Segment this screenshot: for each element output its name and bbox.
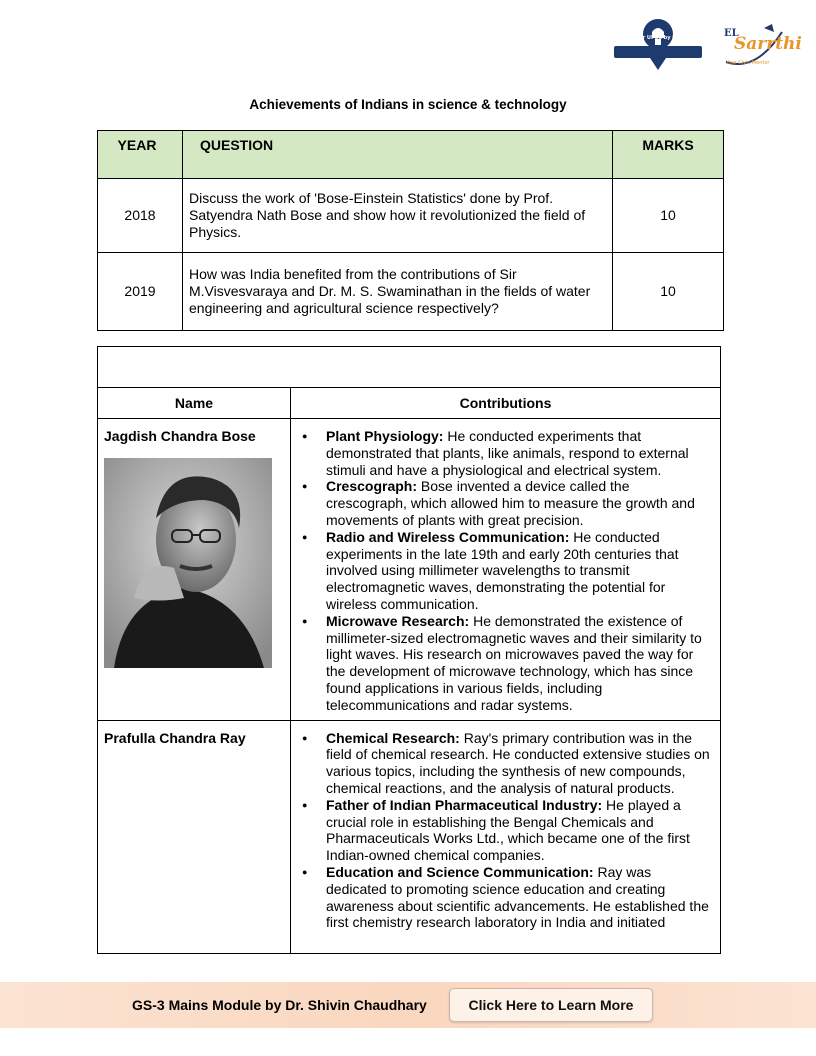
name-header: Name bbox=[98, 388, 291, 419]
marks-header bbox=[613, 131, 724, 179]
item-text: He played a crucial role in establishing the Bengal Chemicals and Pharmaceuticals Works Ltd., which became one of the first Indian-owned chemical companies. bbox=[326, 796, 690, 864]
list-item bbox=[326, 797, 712, 864]
clarity-upsc-logo bbox=[612, 14, 704, 72]
list-item bbox=[326, 730, 712, 797]
question-header-label: QUESTION bbox=[200, 137, 274, 153]
item-text: He conducted experiments in the late 19th and early 20th centuries that involved using millimeter wavelengths to transmit electromagnetic waves, demonstrating the potential for wireless communication. bbox=[326, 528, 679, 612]
contributions-cell bbox=[291, 419, 721, 721]
table-row bbox=[98, 179, 724, 253]
item-title: Microwave Research: bbox=[326, 612, 470, 629]
item-title: Father of Indian Pharmaceutical Industry: bbox=[326, 796, 603, 813]
logo-caption: Clarity for UPSC by Dr. Shivin bbox=[616, 35, 700, 41]
item-title: Chemical Research: bbox=[326, 729, 460, 746]
marks-header-label: MARKS bbox=[642, 137, 694, 153]
list-item bbox=[326, 529, 712, 613]
year-header bbox=[98, 131, 183, 179]
name-cell bbox=[98, 419, 291, 721]
list-item bbox=[326, 864, 712, 931]
name-cell bbox=[98, 720, 291, 953]
question-cell: Discuss the work of 'Bose-Einstein Statistics' done by Prof. Satyendra Nath Bose and show how it revolutionized the field of Physics. bbox=[183, 179, 613, 253]
item-text: He demonstrated the existence of millimeter-sized electromagnetic waves and their similarity to light waves. His research on microwaves paved the way for the development of microwave technology, which has since found applications in various fields, including telecommunications and radar systems. bbox=[326, 612, 702, 713]
marks-cell: 10 bbox=[613, 179, 724, 253]
question-cell: How was India benefited from the contributions of Sir M.Visvesvaraya and Dr. M. S. Swaminathan in the fields of water engineering and agricultural science respectively? bbox=[183, 253, 613, 331]
item-text: Bose invented a device called the crescograph, which allowed him to measure the growth and movements of plants with great precision. bbox=[326, 478, 695, 528]
table-row bbox=[98, 253, 724, 331]
year-header-label: YEAR bbox=[117, 137, 157, 153]
learn-more-button[interactable]: Click Here to Learn More bbox=[449, 988, 653, 1022]
footer-text: GS-3 Mains Module by Dr. Shivin Chaudhary bbox=[132, 997, 427, 1013]
marks-cell: 10 bbox=[613, 253, 724, 331]
item-title: Crescograph: bbox=[326, 478, 418, 495]
item-title: Plant Physiology: bbox=[326, 428, 444, 444]
item-text: He conducted experiments that demonstrated that plants, like animals, respond to external stimuli and have a physiological and electrical system. bbox=[326, 428, 689, 478]
footer-banner bbox=[0, 982, 816, 1028]
pyq-table-header-row bbox=[98, 131, 724, 179]
person-name: Prafulla Chandra Ray bbox=[104, 729, 246, 746]
table-row bbox=[98, 720, 721, 953]
item-text: Ray was dedicated to promoting science education and creating awareness about scientific advancements. He established the first chemistry research laboratory in India and initiated bbox=[326, 863, 709, 931]
list-item bbox=[326, 478, 712, 528]
item-title: Radio and Wireless Communication: bbox=[326, 528, 570, 545]
sarrthi-logo-prefix: EL bbox=[724, 28, 739, 39]
list-item bbox=[326, 428, 712, 478]
person-name: Jagdish Chandra Bose bbox=[104, 428, 256, 444]
page-title: Achievements of Indians in science & technology bbox=[249, 97, 567, 112]
contributions-table bbox=[97, 346, 721, 954]
question-header bbox=[183, 131, 613, 179]
contributions-cell bbox=[291, 720, 721, 953]
contributions-list bbox=[299, 428, 712, 714]
list-item bbox=[326, 613, 712, 714]
year-cell: 2019 bbox=[98, 253, 183, 331]
year-cell: 2018 bbox=[98, 179, 183, 253]
contributions-header-row bbox=[98, 388, 721, 419]
sarrthi-logo-name: Sarrthi bbox=[734, 34, 802, 54]
item-title: Education and Science Communication: bbox=[326, 863, 594, 880]
contributions-empty-header bbox=[98, 347, 721, 388]
sarrthi-logo-tagline: Your Civic Mentor bbox=[726, 60, 770, 66]
contributions-list bbox=[299, 730, 712, 932]
pyq-table bbox=[97, 130, 724, 331]
contributions-header: Contributions bbox=[291, 388, 721, 419]
table-row bbox=[98, 419, 721, 721]
jagdish-chandra-bose-portrait bbox=[104, 458, 272, 668]
item-text: Ray's primary contribution was in the field of chemical research. He conducted extensive studies on various topics, including the synthesis of new compounds, chemical reactions, and the analysis of natural products. bbox=[326, 729, 710, 796]
